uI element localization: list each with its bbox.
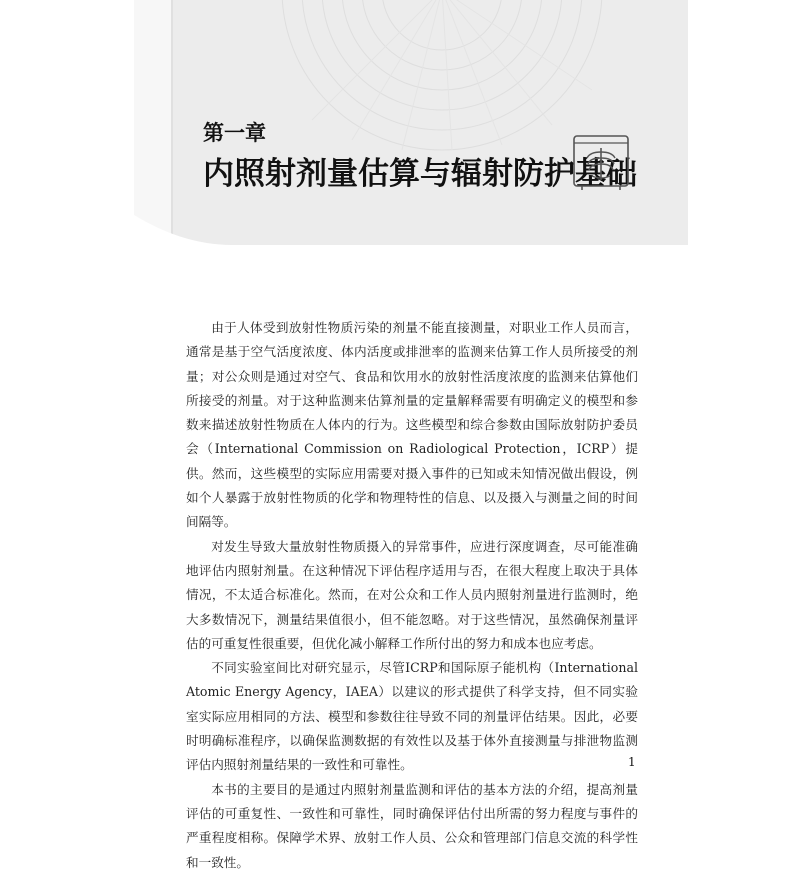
decorative-background <box>112 0 688 245</box>
paragraph-2: 对发生导致大量放射性物质摄入的异常事件，应进行深度调查，尽可能准确地评估内照射剂量。在这种情况下评估程序适用与否，在很大程度上取决于具体情况，不太适合标准化。然而，在对公众和工作人员内照射剂量进行监测时，绝大多数情况下，测量结果值很小，但不能忽略。对于这些情况，虽然确保剂量评估的可重复性很重要，但优化减小解释工作所付出的努力和成本也应考虑。 <box>186 538 638 651</box>
page-number: 1 <box>628 755 636 769</box>
chapter-banner <box>112 0 688 245</box>
paragraph-3: 不同实验室间比对研究显示，尽管ICRP和国际原子能机构（International Atomic Energy Agency，IAEA）以建议的形式提供了科学支持，但不同实验室实际应用相同的方法、模型和参数往往导致不同的剂量评估结果。因此，必要时明确标准程序，以确保监测数据的有效性以及基于体外直接测量与排泄物监测评估内照射剂量结果的一致性和可靠性。 <box>186 660 638 773</box>
chapter-label: 第一章 <box>203 121 266 145</box>
body-text <box>186 316 638 875</box>
paragraph-1: 由于人体受到放射性物质污染的剂量不能直接测量，对职业工作人员而言，通常是基于空气活度浓度、体内活度或排泄率的监测来估算工作人员所接受的剂量；对公众则是通过对空气、食品和饮用水的放射性活度浓度的监测来估算他们所接受的剂量。对于这种监测来估算剂量的定量解释需要有明确定义的模型和参数来描述放射性物质在人体内的行为。这些模型和综合参数由国际放射防护委员会（International Commission on Radiological Protection，ICRP）提供。然而，这些模型的实际应用需要对摄入事件的已知或未知情况做出假设，例如个人暴露于放射性物质的化学和物理特性的信息、以及摄入与测量之间的时间间隔等。 <box>186 320 638 530</box>
chapter-title: 内照射剂量估算与辐射防护基础 <box>203 156 637 192</box>
paragraph-4: 本书的主要目的是通过内照射剂量监测和评估的基本方法的介绍，提高剂量评估的可重复性、一致性和可靠性，同时确保评估付出所需的努力程度与事件的严重程度相称。保障学术界、放射工作人员、公众和管理部门信息交流的科学性和一致性。 <box>186 781 638 870</box>
x-ray-chest-icon <box>570 130 632 192</box>
